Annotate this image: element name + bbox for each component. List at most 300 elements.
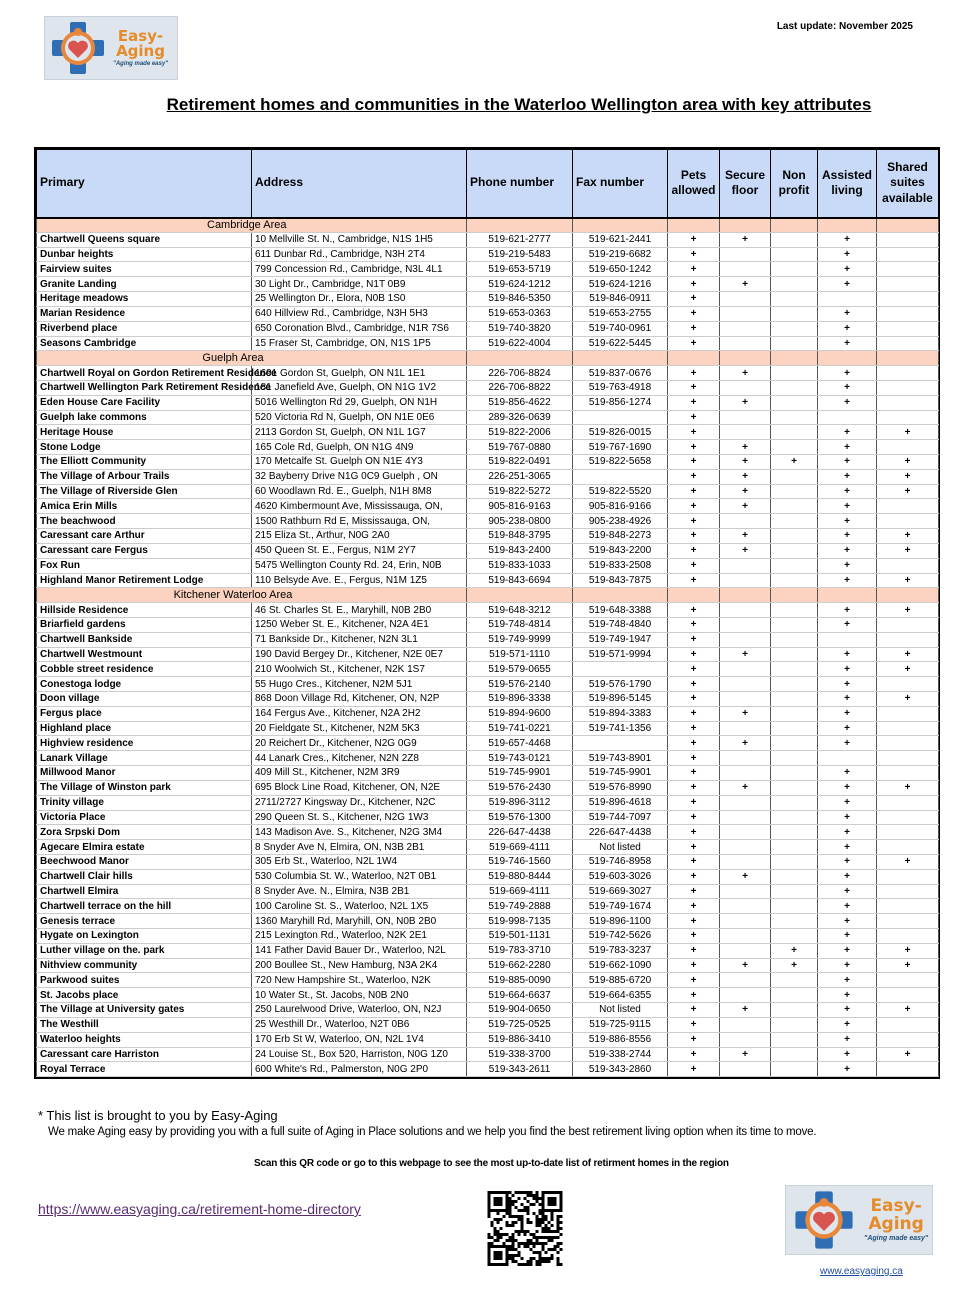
cell-assisted: + (818, 558, 877, 573)
cell-address: 100 Caroline St. S., Waterloo, N2L 1X5 (252, 899, 467, 914)
cell-nonprofit (771, 692, 818, 707)
cell-pets: + (668, 232, 720, 247)
cell-secure (720, 677, 771, 692)
cell-shared (877, 914, 939, 929)
area-header-row (37, 351, 939, 366)
cell-pets: + (668, 1017, 720, 1032)
cell-secure (720, 692, 771, 707)
table-row (37, 262, 939, 277)
cell-nonprofit (771, 677, 818, 692)
cell-assisted: + (818, 366, 877, 381)
cell-phone: 519-576-2140 (467, 677, 573, 692)
cell-phone: 519-822-5272 (467, 484, 573, 499)
qr-code-icon[interactable] (484, 1191, 566, 1266)
cell-secure (720, 336, 771, 351)
cell-phone: 519-749-9999 (467, 632, 573, 647)
cell-address: 868 Doon Village Rd, Kitchener, ON, N2P (252, 692, 467, 707)
cell-name: Fairview suites (37, 262, 252, 277)
cell-fax: 519-621-2441 (573, 232, 668, 247)
cell-fax: 519-822-5520 (573, 484, 668, 499)
cell-nonprofit (771, 1003, 818, 1018)
cell-phone: 519-856-4622 (467, 395, 573, 410)
cell-assisted: + (818, 810, 877, 825)
cell-phone: 519-669-4111 (467, 840, 573, 855)
cell-nonprofit (771, 1062, 818, 1077)
cell-shared (877, 617, 939, 632)
cell-address: 720 New Hampshire St., Waterloo, N2K (252, 973, 467, 988)
cell-address: 695 Block Line Road, Kitchener, ON, N2E (252, 780, 467, 795)
table-row (37, 410, 939, 425)
cell-address: 650 Coronation Blvd., Cambridge, N1R 7S6 (252, 321, 467, 336)
cell-phone: 519-653-5719 (467, 262, 573, 277)
cell-assisted: + (818, 795, 877, 810)
cell-shared (877, 899, 939, 914)
cell-secure (720, 795, 771, 810)
table-row (37, 914, 939, 929)
cell-nonprofit (771, 529, 818, 544)
cell-pets: + (668, 929, 720, 944)
cell-phone: 226-647-4438 (467, 825, 573, 840)
cell-assisted: + (818, 943, 877, 958)
cell-name: Amica Erin Mills (37, 499, 252, 514)
cell-address: 2113 Gordon St, Guelph, ON N1L 1G7 (252, 425, 467, 440)
cell-address: 1360 Maryhill Rd, Maryhill, ON, N0B 2B0 (252, 914, 467, 929)
cell-assisted: + (818, 914, 877, 929)
cell-address: 290 Queen St. S., Kitchener, N2G 1W3 (252, 810, 467, 825)
cell-secure (720, 1032, 771, 1047)
cell-shared (877, 499, 939, 514)
cell-nonprofit (771, 277, 818, 292)
cell-phone: 289-326-0639 (467, 410, 573, 425)
cell-phone: 519-657-4468 (467, 736, 573, 751)
cell-pets: + (668, 1047, 720, 1062)
cell-pets: + (668, 647, 720, 662)
cell-assisted: + (818, 1047, 877, 1062)
header-secure: Secure floor (720, 150, 771, 218)
cell-assisted: + (818, 603, 877, 618)
scan-instructions: Scan this QR code or go to this webpage to see the most up-to-date list of retirment homes in the region (254, 1158, 729, 1169)
cell-name: Dunbar heights (37, 247, 252, 262)
cell-fax: 905-816-9166 (573, 499, 668, 514)
page-title: Retirement homes and communities in the Waterloo Wellington area with key attributes (166, 95, 872, 114)
cell-name: The Village at University gates (37, 1003, 252, 1018)
cell-pets: + (668, 529, 720, 544)
table-row (37, 469, 939, 484)
table-row (37, 810, 939, 825)
cell-phone: 519-894-9600 (467, 706, 573, 721)
cell-phone: 519-896-3338 (467, 692, 573, 707)
cell-fax: 519-725-9115 (573, 1017, 668, 1032)
cell-pets: + (668, 469, 720, 484)
cell-fax: 519-886-8556 (573, 1032, 668, 1047)
cell-secure: + (720, 869, 771, 884)
cell-assisted: + (818, 884, 877, 899)
cell-address: 409 Mill St., Kitchener, N2M 3R9 (252, 766, 467, 781)
cell-pets: + (668, 780, 720, 795)
cell-fax: 519-767-1690 (573, 440, 668, 455)
table-row (37, 529, 939, 544)
cell-shared: + (877, 455, 939, 470)
cell-assisted: + (818, 321, 877, 336)
cell-shared: + (877, 780, 939, 795)
cell-fax (573, 469, 668, 484)
cell-name: Parkwood suites (37, 973, 252, 988)
cell-assisted: + (818, 899, 877, 914)
cell-assisted: + (818, 247, 877, 262)
cell-shared (877, 869, 939, 884)
cell-pets: + (668, 973, 720, 988)
area-label: Kitchener Waterloo Area (37, 588, 467, 603)
cell-assisted: + (818, 647, 877, 662)
cell-nonprofit (771, 558, 818, 573)
cell-assisted: + (818, 306, 877, 321)
table-row (37, 736, 939, 751)
cell-secure: + (720, 780, 771, 795)
cell-pets: + (668, 854, 720, 869)
cell-assisted: + (818, 1017, 877, 1032)
cell-address: 170 Erb St W, Waterloo, ON, N2L 1V4 (252, 1032, 467, 1047)
cell-fax: 519-742-5626 (573, 929, 668, 944)
cell-pets: + (668, 1062, 720, 1077)
cell-pets: + (668, 914, 720, 929)
cell-pets: + (668, 425, 720, 440)
cell-fax: 519-856-1274 (573, 395, 668, 410)
cell-address: 44 Lanark Cres., Kitchener, N2N 2Z8 (252, 751, 467, 766)
table-row (37, 514, 939, 529)
table-row (37, 366, 939, 381)
cell-nonprofit (771, 899, 818, 914)
cell-pets: + (668, 440, 720, 455)
cell-secure (720, 854, 771, 869)
cell-secure: + (720, 736, 771, 751)
cell-fax: Not listed (573, 1003, 668, 1018)
cell-nonprofit (771, 751, 818, 766)
cell-phone: 519-822-0491 (467, 455, 573, 470)
easy-aging-logo (44, 16, 178, 80)
cell-phone: 519-624-1212 (467, 277, 573, 292)
header-shared: Shared suites available (877, 150, 939, 218)
cell-pets: + (668, 795, 720, 810)
cell-address: 25 Westhill Dr., Waterloo, N2T 0B6 (252, 1017, 467, 1032)
cell-name: The Westhill (37, 1017, 252, 1032)
cell-nonprofit (771, 884, 818, 899)
cell-assisted: + (818, 440, 877, 455)
cell-fax: 519-843-2200 (573, 543, 668, 558)
cell-assisted (818, 410, 877, 425)
cell-assisted: + (818, 543, 877, 558)
cell-assisted: + (818, 1032, 877, 1047)
cell-fax (573, 736, 668, 751)
cell-address: 1691 Gordon St, Guelph, ON N1L 1E1 (252, 366, 467, 381)
cell-nonprofit (771, 247, 818, 262)
cell-assisted: + (818, 721, 877, 736)
cell-address: 450 Queen St. E., Fergus, N1M 2Y7 (252, 543, 467, 558)
cell-name: Eden House Care Facility (37, 395, 252, 410)
cell-nonprofit (771, 795, 818, 810)
cell-fax: 519-848-2273 (573, 529, 668, 544)
cell-assisted: + (818, 469, 877, 484)
cell-phone: 519-343-2611 (467, 1062, 573, 1077)
logo-tagline: "Aging made easy" (864, 1234, 929, 1242)
cell-secure (720, 247, 771, 262)
table-row (37, 603, 939, 618)
cell-address: 799 Concession Rd., Cambridge, N3L 4L1 (252, 262, 467, 277)
cell-assisted: + (818, 958, 877, 973)
cell-pets: + (668, 410, 720, 425)
cell-phone: 519-843-2400 (467, 543, 573, 558)
cell-assisted: + (818, 529, 877, 544)
cell-assisted: + (818, 425, 877, 440)
cell-address: 165 Cole Rd, Guelph, ON N1G 4N9 (252, 440, 467, 455)
cell-phone: 226-706-8824 (467, 366, 573, 381)
header-assisted: Assisted living (818, 150, 877, 218)
cell-secure (720, 988, 771, 1003)
cell-shared (877, 973, 939, 988)
table-row (37, 440, 939, 455)
cell-assisted: + (818, 262, 877, 277)
table-row (37, 425, 939, 440)
cell-phone: 519-740-3820 (467, 321, 573, 336)
cell-fax: 519-746-8958 (573, 854, 668, 869)
cell-secure (720, 1062, 771, 1077)
cell-shared: + (877, 603, 939, 618)
cell-assisted: + (818, 706, 877, 721)
cell-nonprofit (771, 766, 818, 781)
cell-address: 24 Louise St., Box 520, Harriston, N0G 1Z0 (252, 1047, 467, 1062)
cell-fax: 519-837-0676 (573, 366, 668, 381)
cell-pets: + (668, 277, 720, 292)
cell-name: The Village of Winston park (37, 780, 252, 795)
cell-nonprofit (771, 706, 818, 721)
cell-address: 640 Hillview Rd., Cambridge, N3H 5H3 (252, 306, 467, 321)
cell-address: 10 Water St., St. Jacobs, N0B 2N0 (252, 988, 467, 1003)
cell-phone: 519-848-3795 (467, 529, 573, 544)
cell-secure: + (720, 529, 771, 544)
cell-phone: 519-741-0221 (467, 721, 573, 736)
cell-assisted: + (818, 780, 877, 795)
header-nonprofit: Non profit (771, 150, 818, 218)
table-row (37, 647, 939, 662)
cell-nonprofit (771, 425, 818, 440)
cell-secure: + (720, 958, 771, 973)
cell-assisted: + (818, 736, 877, 751)
cell-address: 32 Bayberry Drive N1G 0C9 Guelph , ON (252, 469, 467, 484)
cell-phone: 519-746-1560 (467, 854, 573, 869)
cell-address: 210 Woolwich St., Kitchener, N2K 1S7 (252, 662, 467, 677)
cell-address: 8 Snyder Ave. N., Elmira, N3B 2B1 (252, 884, 467, 899)
cell-nonprofit (771, 543, 818, 558)
cell-fax: 519-741-1356 (573, 721, 668, 736)
cell-name: Caressant care Fergus (37, 543, 252, 558)
cell-fax: 519-648-3388 (573, 603, 668, 618)
cell-address: 1500 Rathburn Rd E, Mississauga, ON, (252, 514, 467, 529)
cell-assisted: + (818, 662, 877, 677)
cell-shared (877, 825, 939, 840)
cell-secure (720, 899, 771, 914)
cell-shared (877, 247, 939, 262)
cell-shared (877, 380, 939, 395)
cell-name: Chartwell terrace on the hill (37, 899, 252, 914)
heart-person-logo-icon (786, 1187, 862, 1253)
cell-fax: 519-662-1090 (573, 958, 668, 973)
cell-shared (877, 766, 939, 781)
table-row (37, 292, 939, 307)
cell-assisted: + (818, 499, 877, 514)
cell-name: Chartwell Royal on Gordon Retirement Residence (37, 366, 252, 381)
cell-name: Chartwell Queens square (37, 232, 252, 247)
cell-nonprofit (771, 366, 818, 381)
website-link[interactable]: www.easyaging.ca (820, 1266, 903, 1277)
table-row (37, 706, 939, 721)
table-body (37, 218, 939, 1077)
cell-phone: 519-749-2888 (467, 899, 573, 914)
table-header-row (37, 150, 939, 218)
cell-shared: + (877, 647, 939, 662)
cell-nonprofit (771, 1032, 818, 1047)
cell-address: 46 St. Charles St. E., Maryhill, N0B 2B0 (252, 603, 467, 618)
cell-fax: 519-896-5145 (573, 692, 668, 707)
cell-shared (877, 632, 939, 647)
cell-shared (877, 232, 939, 247)
table-row (37, 558, 939, 573)
cell-assisted: + (818, 277, 877, 292)
cell-phone: 519-880-8444 (467, 869, 573, 884)
cell-shared (877, 810, 939, 825)
cell-nonprofit (771, 336, 818, 351)
cell-shared (877, 1017, 939, 1032)
cell-nonprofit (771, 854, 818, 869)
cell-shared (877, 292, 939, 307)
table-row (37, 336, 939, 351)
cell-shared: + (877, 854, 939, 869)
cell-pets: + (668, 751, 720, 766)
cell-nonprofit (771, 440, 818, 455)
retirement-homes-table (36, 149, 939, 1077)
cell-pets: + (668, 1032, 720, 1047)
cell-nonprofit (771, 484, 818, 499)
cell-shared: + (877, 662, 939, 677)
cell-name: Hygate on Lexington (37, 929, 252, 944)
cell-address: 30 Light Dr., Cambridge, N1T 0B9 (252, 277, 467, 292)
cell-phone: 519-886-3410 (467, 1032, 573, 1047)
table-row (37, 825, 939, 840)
cell-phone: 519-338-3700 (467, 1047, 573, 1062)
header-fax: Fax number (573, 150, 668, 218)
cell-secure (720, 603, 771, 618)
cell-phone: 519-669-4111 (467, 884, 573, 899)
cell-nonprofit (771, 262, 818, 277)
cell-fax: 519-745-9901 (573, 766, 668, 781)
table-row (37, 929, 939, 944)
cell-assisted (818, 632, 877, 647)
cell-fax: 519-749-1947 (573, 632, 668, 647)
cell-shared (877, 736, 939, 751)
cell-shared (877, 840, 939, 855)
cell-phone: 519-648-3212 (467, 603, 573, 618)
cell-nonprofit (771, 869, 818, 884)
cell-nonprofit (771, 810, 818, 825)
cell-fax: 226-647-4438 (573, 825, 668, 840)
cell-fax: 519-846-0911 (573, 292, 668, 307)
cell-name: Trinity village (37, 795, 252, 810)
cell-pets: + (668, 899, 720, 914)
cell-pets: + (668, 543, 720, 558)
logo-name-line1: Easy- (870, 1196, 922, 1217)
cell-fax: 519-740-0961 (573, 321, 668, 336)
cell-fax: 519-783-3237 (573, 943, 668, 958)
table-row (37, 721, 939, 736)
cell-secure: + (720, 484, 771, 499)
cell-pets: + (668, 721, 720, 736)
cell-name: Seasons Cambridge (37, 336, 252, 351)
table-row (37, 840, 939, 855)
cell-pets: + (668, 825, 720, 840)
cell-fax (573, 410, 668, 425)
cell-fax: 519-219-6682 (573, 247, 668, 262)
cell-phone: 226-706-8822 (467, 380, 573, 395)
cell-phone: 519-653-0363 (467, 306, 573, 321)
cell-pets: + (668, 1003, 720, 1018)
cell-name: The Village of Arbour Trails (37, 469, 252, 484)
directory-link[interactable]: https://www.easyaging.ca/retirement-home-directory (38, 1201, 361, 1217)
note-body: We make Aging easy by providing you with a full suite of Aging in Place solutions and we help you find the best retirement living option when its time to move. (48, 1126, 817, 1138)
cell-name: Marian Residence (37, 306, 252, 321)
cell-name: Victoria Place (37, 810, 252, 825)
cell-address: 530 Columbia St. W., Waterloo, N2T 0B1 (252, 869, 467, 884)
cell-pets: + (668, 810, 720, 825)
cell-secure: + (720, 395, 771, 410)
cell-pets: + (668, 247, 720, 262)
table-row (37, 306, 939, 321)
cell-shared (877, 558, 939, 573)
cell-shared (877, 721, 939, 736)
cell-phone: 519-579-0655 (467, 662, 573, 677)
cell-assisted: + (818, 395, 877, 410)
note-title: * This list is brought to you by Easy-Aging (38, 1108, 278, 1123)
cell-secure: + (720, 440, 771, 455)
cell-name: Nithview community (37, 958, 252, 973)
cell-assisted: + (818, 869, 877, 884)
cell-address: 250 Laurelwood Drive, Waterloo, ON, N2J (252, 1003, 467, 1018)
cell-secure (720, 884, 771, 899)
cell-shared (877, 795, 939, 810)
cell-name: Millwood Manor (37, 766, 252, 781)
cell-address: 215 Eliza St., Arthur, N0G 2A0 (252, 529, 467, 544)
cell-secure (720, 825, 771, 840)
cell-name: Chartwell Westmount (37, 647, 252, 662)
cell-nonprofit (771, 721, 818, 736)
cell-nonprofit (771, 988, 818, 1003)
cell-phone: 226-251-3065 (467, 469, 573, 484)
cell-phone: 905-238-0800 (467, 514, 573, 529)
cell-name: Chartwell Wellington Park Retirement Residence (37, 380, 252, 395)
cell-shared (877, 1062, 939, 1077)
area-header-row (37, 218, 939, 233)
table-row (37, 988, 939, 1003)
cell-pets: + (668, 336, 720, 351)
cell-secure (720, 914, 771, 929)
table-row (37, 247, 939, 262)
cell-address: 110 Belsyde Ave. E., Fergus, N1M 1Z5 (252, 573, 467, 588)
cell-phone: 519-998-7135 (467, 914, 573, 929)
cell-shared (877, 751, 939, 766)
cell-address: 520 Victoria Rd N, Guelph, ON N1E 0E6 (252, 410, 467, 425)
cell-name: Caressant care Arthur (37, 529, 252, 544)
table-row (37, 854, 939, 869)
cell-phone: 519-748-4814 (467, 617, 573, 632)
cell-name: Agecare Elmira estate (37, 840, 252, 855)
cell-name: Hillside Residence (37, 603, 252, 618)
